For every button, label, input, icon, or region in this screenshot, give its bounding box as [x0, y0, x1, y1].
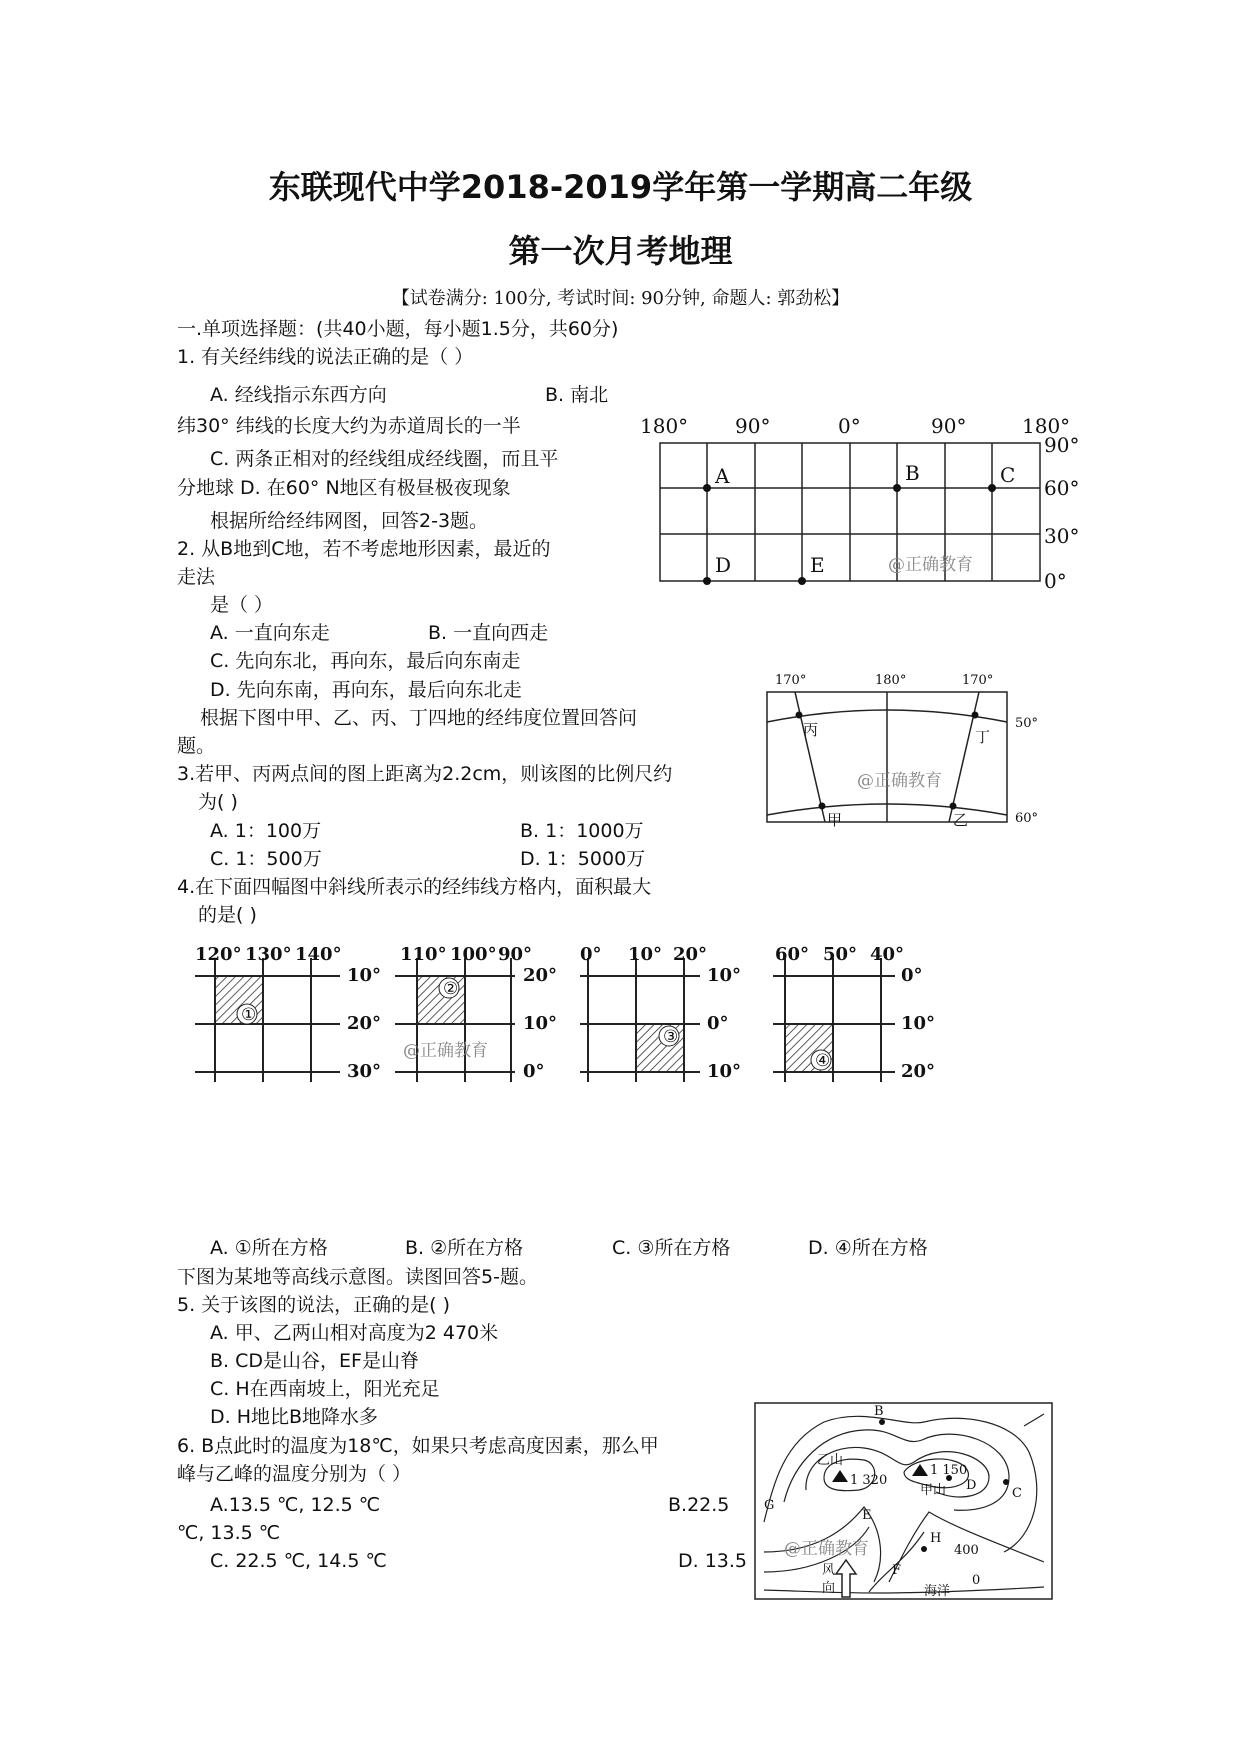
- fig1-top-label: 90°: [931, 414, 967, 438]
- fig3-g3-top: 20°: [673, 944, 708, 965]
- watermark: @正确教育: [403, 1041, 488, 1061]
- q2-option-b: B. 一直向西走: [428, 622, 549, 644]
- fig2-point-yi: 乙: [953, 811, 969, 829]
- fig3-g4-right: 10°: [901, 1013, 936, 1034]
- fig3-mark-3: ③: [663, 1027, 679, 1047]
- page-subtitle: 第一次月考地理: [508, 232, 733, 270]
- fig4-point-e: E: [862, 1508, 872, 1523]
- q2-option-c: C. 先向东北，再向东，最后向东南走: [210, 650, 521, 672]
- fig4-wind-char2: 向: [822, 1581, 836, 1596]
- fig4-point-b: B: [874, 1404, 884, 1419]
- fig2-top-label: 180°: [875, 673, 907, 688]
- page-title: 东联现代中学2018-2019学年第一学期高二年级: [268, 168, 973, 206]
- north-arrow-icon: [1024, 1414, 1044, 1426]
- fig3-g1-top: 140°: [295, 944, 342, 965]
- fig3-g2-top: 110°: [400, 944, 447, 965]
- watermark: @正确教育: [784, 1539, 869, 1559]
- q4-stem-cont: 的是( ): [198, 904, 257, 926]
- q4-option-a: A. ①所在方格: [210, 1237, 328, 1259]
- fig2-point-jia: 甲: [827, 811, 843, 829]
- fig4-contour-0: 0: [972, 1573, 981, 1588]
- fig1-top-label: 180°: [640, 414, 689, 438]
- fig1-right-label: 30°: [1044, 524, 1080, 548]
- exam-info: 【试卷满分: 100分, 考试时间: 90分钟, 命题人: 郭劲松】: [391, 288, 850, 309]
- watermark: @正确教育: [857, 771, 942, 791]
- fig3-g2-top: 90°: [498, 944, 533, 965]
- fig1-top-label: 90°: [735, 414, 771, 438]
- fig4-peak-jia: 甲山: [920, 1483, 947, 1498]
- q6-option-d: D. 13.5: [678, 1550, 748, 1572]
- fig1-point-e: E: [810, 553, 825, 577]
- section-heading: 一.单项选择题：(共40小题，每小题1.5分，共60分): [177, 318, 619, 340]
- q3-stem-cont: 为( ): [198, 791, 238, 813]
- wind-arrow-icon: [836, 1560, 856, 1597]
- fig2-top-label: 170°: [775, 673, 807, 688]
- latlong-grid-figure: [630, 410, 1090, 593]
- fig1-right-label: 0°: [1044, 569, 1067, 593]
- fig4-point-f: F: [892, 1563, 902, 1578]
- fig3-g2-top: 100°: [450, 944, 497, 965]
- q3-option-a: A. 1：100万: [210, 820, 322, 842]
- fig1-point-d: D: [715, 553, 732, 577]
- fig1-top-label: 0°: [838, 414, 861, 438]
- q5-option-c: C. H在西南坡上，阳光充足: [210, 1378, 440, 1400]
- fig1-point-b: B: [905, 461, 920, 485]
- q5-option-b: B. CD是山谷，EF是山脊: [210, 1350, 419, 1372]
- fig1-top-label: 180°: [1022, 414, 1071, 438]
- intro-q5: 下图为某地等高线示意图。读图回答5-题。: [177, 1266, 538, 1288]
- fig3-g3-top: 0°: [580, 944, 602, 965]
- fig3-g1-right: 30°: [347, 1061, 382, 1082]
- fig4-point-h: H: [930, 1531, 942, 1546]
- fig3-g4-top: 40°: [870, 944, 905, 965]
- q6-option-a: A.13.5 ℃, 12.5 ℃: [210, 1494, 381, 1516]
- q3-stem: 3.若甲、丙两点间的图上距离为2.2cm，则该图的比例尺约: [177, 763, 673, 785]
- q2-option-d: D. 先向东南，再向东，最后向东北走: [210, 679, 522, 701]
- curved-grid-figure: [765, 670, 1065, 840]
- fig4-wind-char1: 风: [822, 1563, 836, 1578]
- fig4-sea: 海洋: [924, 1584, 951, 1599]
- q4-stem: 4.在下面四幅图中斜线所表示的经纬线方格内，面积最大: [177, 876, 652, 898]
- q2-stem-cont: 走法: [177, 566, 216, 588]
- fig2-right-label: 50°: [1015, 716, 1039, 731]
- fig3-mark-4: ④: [815, 1051, 831, 1071]
- q6-stem: 6. B点此时的温度为18℃，如果只考虑高度因素，那么甲: [177, 1435, 659, 1457]
- q4-option-c: C. ③所在方格: [612, 1237, 731, 1259]
- q5-option-d: D. H地比B地降水多: [210, 1406, 379, 1428]
- four-grids-figure: [195, 940, 955, 1090]
- fig3-g2-right: 20°: [523, 965, 558, 986]
- fig3-mark-1: ①: [241, 1005, 257, 1025]
- fig3-g3-right: 10°: [707, 965, 742, 986]
- q2-option-a: A. 一直向东走: [210, 622, 330, 644]
- fig3-g2-right: 10°: [523, 1013, 558, 1034]
- fig4-point-g: G: [764, 1498, 775, 1513]
- fig2-point-ding: 丁: [975, 728, 991, 746]
- fig3-mark-2: ②: [443, 979, 459, 999]
- fig3-g4-right: 0°: [901, 965, 923, 986]
- q6-option-c: C. 22.5 ℃, 14.5 ℃: [210, 1550, 387, 1572]
- fig3-g2-right: 0°: [523, 1061, 545, 1082]
- q4-option-b: B. ②所在方格: [405, 1237, 524, 1259]
- fig3-g1-right: 20°: [347, 1013, 382, 1034]
- q3-option-d: D. 1：5000万: [520, 848, 646, 870]
- q2-stem: 2. 从B地到C地，若不考虑地形因素，最近的: [177, 538, 551, 560]
- fig3-g3-right: 0°: [707, 1013, 729, 1034]
- fig2-point-bing: 丙: [803, 721, 819, 739]
- q3-option-b: B. 1：1000万: [520, 820, 644, 842]
- fig2-top-label: 170°: [962, 673, 994, 688]
- fig1-point-a: A: [715, 464, 730, 488]
- q6-option-b: B.22.5: [668, 1494, 730, 1516]
- q3-option-c: C. 1：500万: [210, 848, 322, 870]
- fig3-g1-top: 120°: [195, 944, 242, 965]
- q2-stem-cont2: 是（ ）: [210, 594, 274, 616]
- fig1-right-label: 60°: [1044, 476, 1080, 500]
- fig4-peak-yi-elev: 1 320: [850, 1473, 888, 1488]
- q1-option-c: C. 两条正相对的经线组成经线圈，而且平: [210, 448, 559, 470]
- q1-option-a: A. 经线指示东西方向: [210, 384, 387, 406]
- q1-option-b-cont: 纬30° 纬线的长度大约为赤道周长的一半: [177, 415, 521, 437]
- fig4-point-d: D: [966, 1478, 977, 1493]
- fig4-peak-jia-elev: 1 150: [930, 1463, 968, 1478]
- q5-option-a: A. 甲、乙两山相对高度为2 470米: [210, 1322, 499, 1344]
- q6-stem-cont: 峰与乙峰的温度分别为（ ）: [177, 1463, 412, 1485]
- fig3-g3-right: 10°: [707, 1061, 742, 1082]
- intro-q3: 根据下图中甲、乙、丙、丁四地的经纬度位置回答问: [200, 707, 638, 729]
- intro-q3-cont: 题。: [177, 735, 216, 757]
- q1-option-c-d: 分地球 D. 在60° N地区有极昼极夜现象: [177, 477, 511, 499]
- fig1-right-label: 90°: [1044, 433, 1080, 457]
- fig3-g4-right: 20°: [901, 1061, 936, 1082]
- q1-option-b: B. 南北: [545, 384, 609, 406]
- watermark: @正确教育: [888, 555, 973, 575]
- fig1-point-c: C: [1000, 463, 1016, 487]
- fig4-peak-yi: 乙山: [817, 1453, 844, 1468]
- fig2-right-label: 60°: [1015, 811, 1039, 826]
- fig3-g4-top: 60°: [775, 944, 810, 965]
- fig3-g1-top: 130°: [245, 944, 292, 965]
- q1-stem: 1. 有关经纬线的说法正确的是（ ）: [177, 346, 474, 368]
- fig3-g3-top: 10°: [628, 944, 663, 965]
- contour-map-figure: [754, 1402, 1054, 1602]
- fig4-point-c: C: [1012, 1486, 1022, 1501]
- fig4-contour-400: 400: [954, 1543, 979, 1558]
- q6-option-b-cont: ℃, 13.5 ℃: [177, 1522, 281, 1544]
- q4-option-d: D. ④所在方格: [808, 1237, 928, 1259]
- fig3-g1-right: 10°: [347, 965, 382, 986]
- fig3-g4-top: 50°: [823, 944, 858, 965]
- q5-stem: 5. 关于该图的说法，正确的是( ): [177, 1294, 451, 1316]
- intro-q2-3: 根据所给经纬网图，回答2-3题。: [210, 510, 489, 532]
